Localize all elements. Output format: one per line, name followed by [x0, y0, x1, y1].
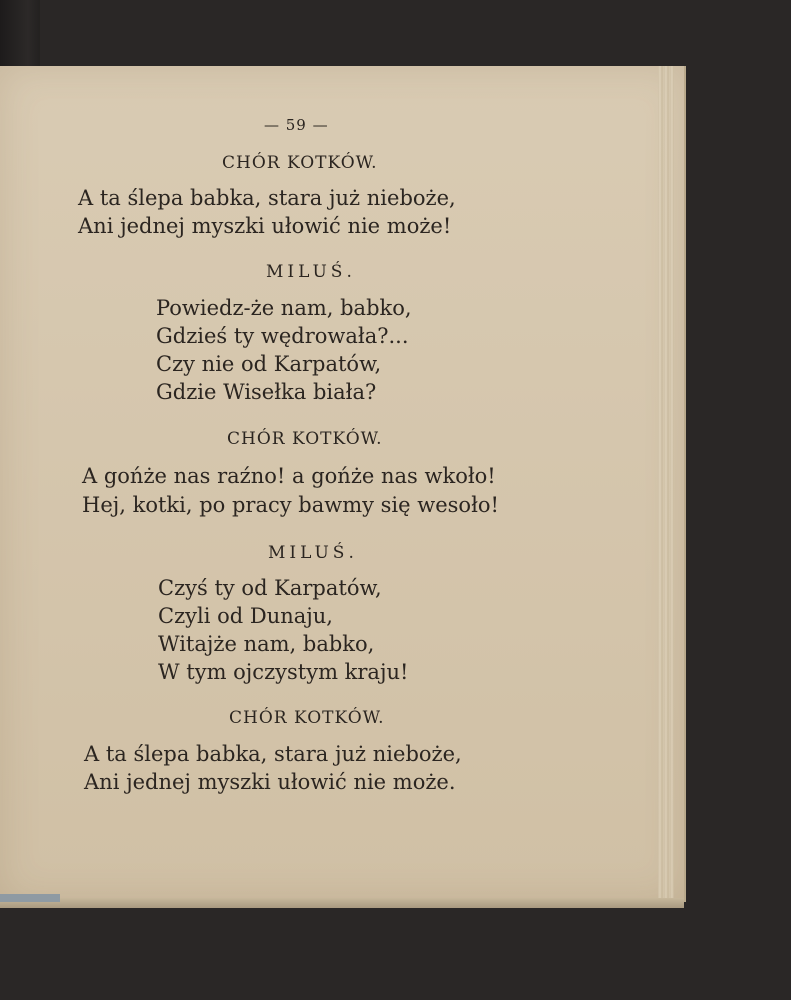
page-bottom-strip: [0, 894, 60, 902]
verse-line: Ani jednej myszki ułowić nie może.: [84, 770, 456, 794]
speaker-heading-chorus-2: CHÓR KOTKÓW.: [227, 429, 383, 449]
verse-line: Gdzie Wisełka biała?: [156, 380, 377, 404]
verse-line: Czyli od Dunaju,: [158, 604, 333, 628]
verse-line: A ta ślepa babka, stara już nieboże,: [84, 742, 462, 766]
verse-line: Czyś ty od Karpatów,: [158, 576, 382, 600]
verse-line: Czy nie od Karpatów,: [156, 352, 382, 376]
backdrop-bottom: [0, 905, 791, 1000]
speaker-heading-milus-2: MILUŚ.: [268, 543, 358, 563]
speaker-heading-milus-1: MILUŚ.: [266, 262, 356, 282]
verse-line: Gdzieś ty wędrowała?...: [156, 324, 409, 348]
verse-line: Witajże nam, babko,: [158, 632, 375, 656]
verse-line: A ta ślepa babka, stara już nieboże,: [78, 186, 456, 210]
speaker-heading-chorus-1: CHÓR KOTKÓW.: [222, 153, 378, 173]
page-edge: [658, 66, 674, 902]
page-number: — 59 —: [264, 116, 329, 134]
page-bottom-edge: [0, 898, 684, 908]
verse-line: Hej, kotki, po pracy bawmy się wesoło!: [82, 493, 499, 517]
verse-line: Powiedz-że nam, babko,: [156, 296, 412, 320]
verse-line: A gońże nas raźno! a gońże nas wkoło!: [82, 464, 496, 488]
verse-line: W tym ojczystym kraju!: [158, 660, 409, 684]
verse-line: Ani jednej myszki ułowić nie może!: [78, 214, 452, 238]
speaker-heading-chorus-3: CHÓR KOTKÓW.: [229, 708, 385, 728]
